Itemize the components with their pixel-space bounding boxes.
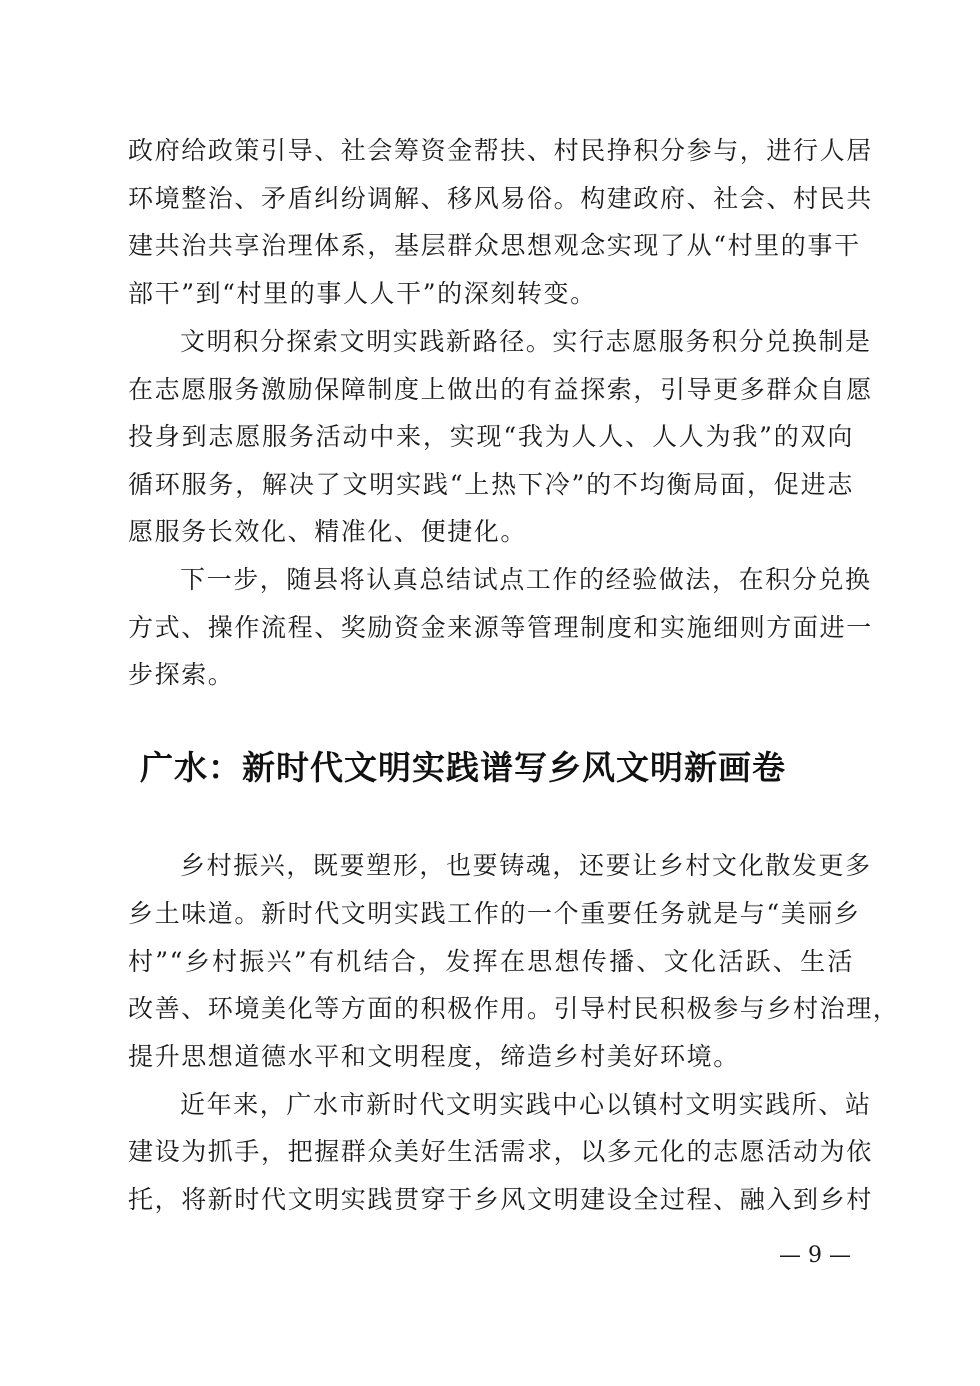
paragraph-2-line-4: 循环服务，解决了文明实践“上热下冷”的不均衡局面，促进志: [128, 470, 854, 499]
paragraph-2-line-2: 在志愿服务激励保障制度上做出的有益探索，引导更多群众自愿: [128, 375, 873, 404]
section-paragraph-2-line-3: 托，将新时代文明实践贯穿于乡风文明建设全过程、融入到乡村: [128, 1185, 873, 1214]
paragraph-3-line-3: 步探索。: [128, 660, 235, 689]
section-paragraph-1-line-3: 村”“乡村振兴”有机结合，发挥在思想传播、文化活跃、生活: [128, 947, 854, 976]
paragraph-1-line-1: 政府给政策引导、社会筹资金帮扶、村民挣积分参与，进行人居: [128, 136, 873, 165]
section-paragraph-1-line-4: 改善、环境美化等方面的积极作用。引导村民积极参与乡村治理，: [128, 994, 900, 1023]
page-number: — 9 —: [779, 1243, 851, 1268]
paragraph-1-line-3: 建共治共享治理体系，基层群众思想观念实现了从“村里的事干: [128, 231, 861, 260]
section-paragraph-1-line-1: 乡村振兴，既要塑形，也要铸魂，还要让乡村文化散发更多: [180, 851, 872, 880]
section-paragraph-2-line-1: 近年来，广水市新时代文明实践中心以镇村文明实践所、站: [180, 1090, 872, 1119]
section-paragraph-1-line-2: 乡土味道。新时代文明实践工作的一个重要任务就是与“美丽乡: [128, 899, 861, 928]
paragraph-1-line-4: 部干”到“村里的事人人干”的深刻转变。: [128, 279, 597, 308]
paragraph-2-line-5: 愿服务长效化、精准化、便捷化。: [128, 517, 528, 546]
paragraph-3-line-1: 下一步，随县将认真总结试点工作的经验做法，在积分兑换: [180, 565, 872, 594]
paragraph-2-line-1: 文明积分探索文明实践新路径。实行志愿服务积分兑换制是: [180, 327, 872, 356]
section-heading: 广水：新时代文明实践谱写乡风文明新画卷: [140, 748, 786, 787]
paragraph-1-line-2: 环境整治、矛盾纠纷调解、移风易俗。构建政府、社会、村民共: [128, 184, 873, 213]
section-paragraph-2-line-2: 建设为抓手，把握群众美好生活需求，以多元化的志愿活动为依: [128, 1137, 873, 1166]
section-paragraph-1-line-5: 提升思想道德水平和文明程度，缔造乡村美好环境。: [128, 1042, 740, 1071]
paragraph-3-line-2: 方式、操作流程、奖励资金来源等管理制度和实施细则方面进一: [128, 613, 873, 642]
paragraph-2-line-3: 投身到志愿服务活动中来，实现“我为人人、人人为我”的双向: [128, 422, 854, 451]
